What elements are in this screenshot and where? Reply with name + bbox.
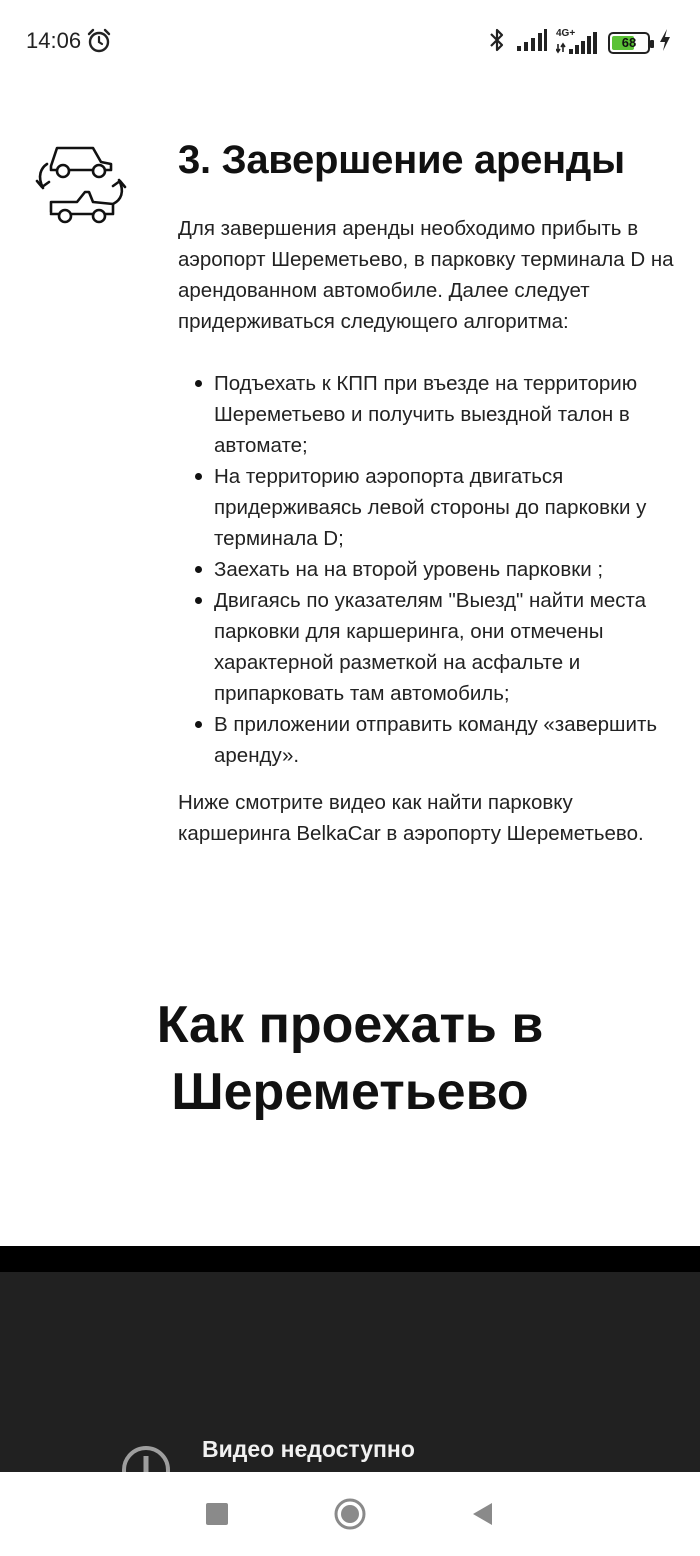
network-label: 4G+ <box>556 27 576 39</box>
list-item: На территорию аэропорта двигаться придерживаясь левой стороны до парковки у терминала D; <box>214 461 678 554</box>
alarm-icon <box>85 27 113 60</box>
back-button[interactable] <box>453 1484 513 1544</box>
battery-nub <box>650 40 654 48</box>
info-icon <box>120 1444 172 1472</box>
square-icon <box>204 1501 230 1527</box>
section-outro: Ниже смотрите видео как найти парковку каршеринга BelkaCar в аэропорту Шереметьево. <box>178 791 644 845</box>
video-error-text: Видео недоступно <box>202 1436 415 1462</box>
signal-icon <box>516 28 548 57</box>
battery-level: 68 <box>621 35 637 50</box>
charging-icon <box>658 28 672 57</box>
video-topbar <box>0 1246 700 1272</box>
list-item: Заехать на на второй уровень парковки ; <box>214 554 678 585</box>
section-content <box>178 213 678 849</box>
video-player[interactable] <box>0 1246 700 1472</box>
navigation-bar <box>0 1472 700 1556</box>
cars-cycle-icon <box>33 136 129 237</box>
list-item: В приложении отправить команду «завершить аренду». <box>214 709 678 771</box>
battery-icon <box>608 32 650 54</box>
circle-icon <box>333 1497 367 1531</box>
list-item: Подъехать к КПП при въезде на территорию Шереметьево и получить выездной талон в автомате; <box>214 368 678 461</box>
section-intro: Для завершения аренды необходимо прибыть в аэропорт Шереметьево, в парковку терминала D на арендованном автомобиле. Далее следует придерживаться следующего алгоритма: <box>178 217 674 333</box>
steps-list <box>178 368 678 771</box>
recents-button[interactable] <box>187 1484 247 1544</box>
triangle-back-icon <box>470 1501 496 1527</box>
video-heading: Как проехать в Шереметьево <box>156 996 544 1121</box>
status-icons <box>486 27 672 58</box>
signal-4g-icon <box>556 27 600 56</box>
section-title: 3. Завершение аренды <box>178 138 625 182</box>
list-item: Двигаясь по указателям "Выезд" найти места парковки для каршеринга, они отмечены характерной разметкой на асфальте и припарковать там автомобиль; <box>214 585 678 709</box>
home-button[interactable] <box>320 1484 380 1544</box>
bluetooth-icon <box>486 27 508 58</box>
status-time: 14:06 <box>26 28 82 53</box>
status-bar <box>0 0 700 84</box>
